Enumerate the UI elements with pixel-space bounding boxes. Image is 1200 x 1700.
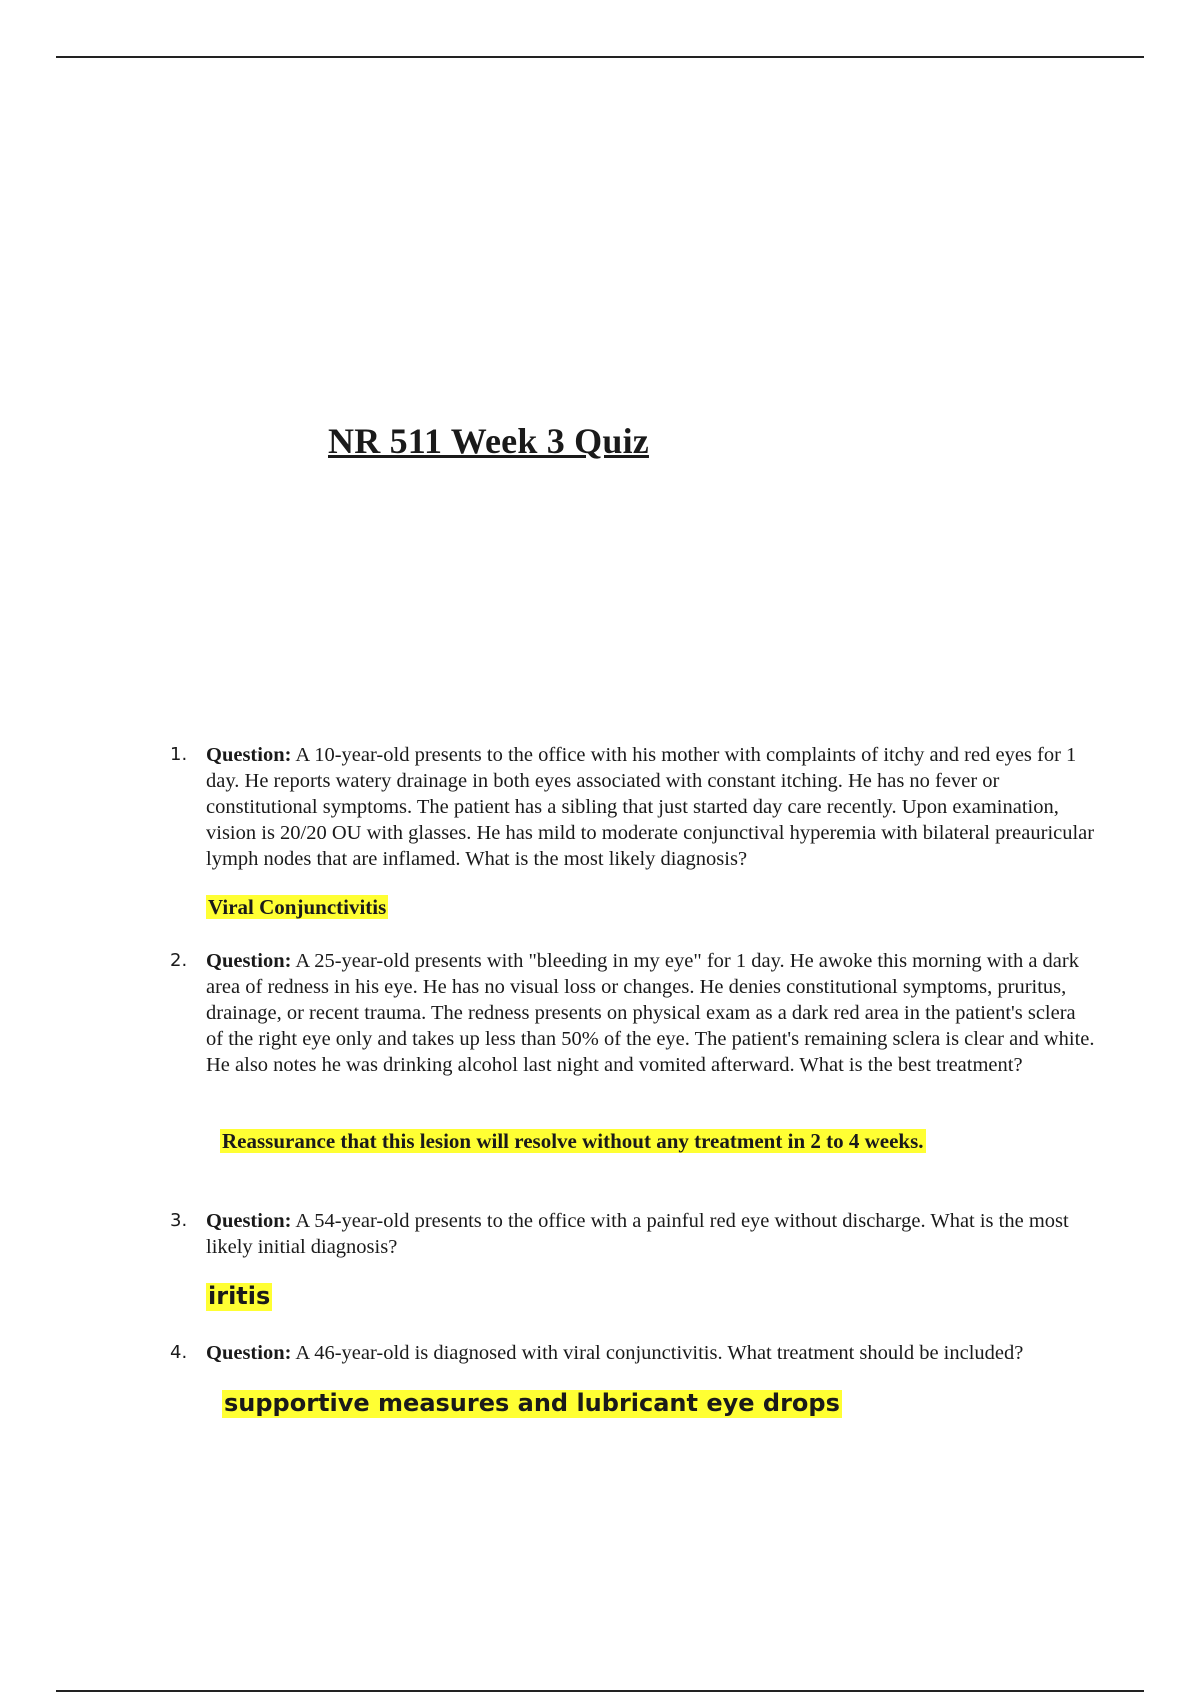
question-number: 3.: [170, 1210, 188, 1231]
answer-highlight: Reassurance that this lesion will resolve without any treatment in 2 to 4 weeks.: [222, 1129, 924, 1153]
document-title: NR 511 Week 3 Quiz: [328, 421, 649, 461]
question-text: [206, 1208, 1096, 1260]
question-number: 1.: [170, 744, 188, 765]
top-rule: [56, 56, 1144, 58]
question-body: A 25-year-old presents with "bleeding in my eye" for 1 day. He awoke this morning with a dark area of redness in his eye. He has no visual loss or changes. He denies constitutional symptoms, pruritus, drainage, or recent trauma. The redness presents on physical exam as a dark red area in the patient's sclera of the right eye only and takes up less than 50% of the eye. The patient's remaining sclera is clear and white. He also notes he was drinking alcohol last night and vomited afterward. What is the best treatment?: [206, 950, 1095, 1076]
question-label: Question:: [206, 1210, 292, 1232]
question-body: A 10-year-old presents to the office with his mother with complaints of itchy and red eyes for 1 day. He reports watery drainage in both eyes associated with constant itching. He has no fever or constitutional symptoms. The patient has a sibling that just started day care recently. Upon examination, vision is 20/20 OU with glasses. He has mild to moderate conjunctival hyperemia with bilateral preauricular lymph nodes that are inflamed. What is the most likely diagnosis?: [206, 744, 1095, 870]
question-number: 4.: [170, 1342, 188, 1363]
question-body: A 54-year-old presents to the office with a painful red eye without discharge. What is the most likely initial diagnosis?: [206, 1210, 1069, 1258]
question-number: 2.: [170, 950, 188, 971]
answer-highlight: Viral Conjunctivitis: [208, 895, 387, 919]
question-label: Question:: [206, 950, 292, 972]
bottom-rule: [56, 1690, 1144, 1692]
question-text: [206, 1340, 1096, 1366]
answer-highlight: supportive measures and lubricant eye drops: [224, 1389, 840, 1417]
question-text: [206, 742, 1096, 872]
question-body: A 46-year-old is diagnosed with viral conjunctivitis. What treatment should be included?: [291, 1342, 1024, 1364]
answer-highlight: iritis: [208, 1282, 271, 1310]
question-text: [206, 948, 1096, 1078]
question-label: Question:: [206, 1342, 292, 1364]
question-label: Question:: [206, 744, 292, 766]
